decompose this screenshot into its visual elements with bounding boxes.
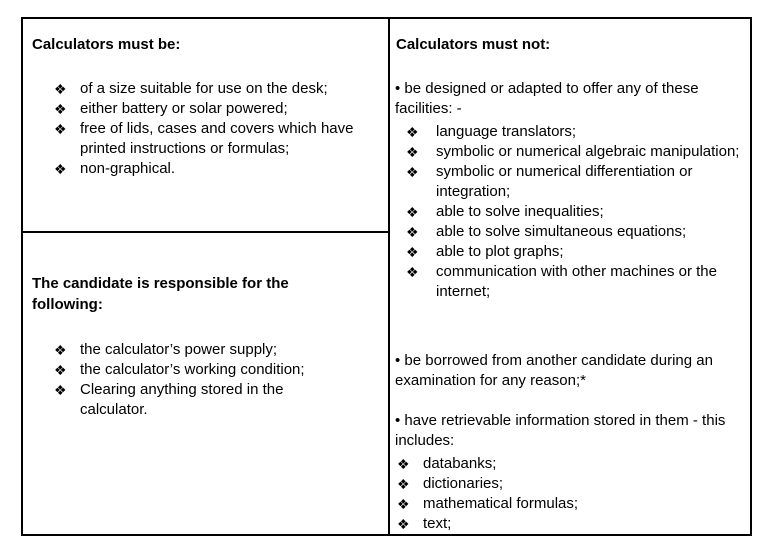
list-item: ❖ text; (397, 515, 452, 532)
diamond-bullet-icon: ❖ (406, 124, 419, 140)
diamond-bullet-icon: ❖ (397, 496, 410, 512)
list-item: ❖ able to solve inequalities; (406, 203, 604, 220)
diamond-bullet-icon: ❖ (54, 342, 67, 358)
list-item: ❖ mathematical formulas; (397, 495, 579, 512)
list-item: ❖ symbolic or numerical differentiation or integration; (406, 163, 693, 200)
must-be-heading: Calculators must be: (32, 36, 181, 53)
responsible-heading: The candidate is responsible for the following: (32, 275, 289, 313)
diamond-bullet-icon: ❖ (397, 456, 410, 472)
retrievable-paragraph: • have retrievable information stored in them - this includes: (395, 412, 726, 449)
diamond-bullet-icon: ❖ (54, 161, 67, 177)
facilities-list (406, 122, 746, 302)
diamond-bullet-icon: ❖ (54, 81, 67, 97)
diamond-bullet-icon: ❖ (406, 164, 419, 180)
diamond-bullet-icon: ❖ (397, 516, 410, 532)
diamond-bullet-icon: ❖ (54, 382, 67, 398)
list-item: ❖ the calculator’s power supply; (54, 341, 278, 358)
list-item: ❖ able to plot graphs; (406, 243, 564, 260)
list-item: ❖ dictionaries; (397, 475, 504, 492)
diamond-bullet-icon: ❖ (406, 244, 419, 260)
diamond-bullet-icon: ❖ (54, 362, 67, 378)
borrowed-paragraph: • be borrowed from another candidate during an examination for any reason;* (395, 352, 713, 389)
column-divider (388, 19, 390, 534)
list-item: ❖ of a size suitable for use on the desk; (54, 80, 328, 97)
stored-info-list (397, 454, 737, 534)
list-item: ❖ language translators; (406, 123, 577, 140)
diamond-bullet-icon: ❖ (406, 224, 419, 240)
diamond-bullet-icon: ❖ (54, 121, 67, 137)
designed-paragraph: • be designed or adapted to offer any of these facilities: - (395, 80, 699, 117)
diamond-bullet-icon: ❖ (406, 264, 419, 280)
list-item: ❖ symbolic or numerical algebraic manipulation; (406, 143, 740, 160)
row-divider (23, 231, 388, 233)
diamond-bullet-icon: ❖ (406, 204, 419, 220)
must-be-list (54, 79, 364, 179)
list-item: ❖ free of lids, cases and covers which have printed instructions or formulas; (54, 120, 354, 157)
must-not-heading: Calculators must not: (396, 36, 551, 53)
list-item: ❖ either battery or solar powered; (54, 100, 288, 117)
diamond-bullet-icon: ❖ (406, 144, 419, 160)
list-item: ❖ Clearing anything stored in the calculator. (54, 381, 284, 418)
list-item: ❖ communication with other machines or the internet; (406, 263, 717, 300)
diamond-bullet-icon: ❖ (397, 476, 410, 492)
diamond-bullet-icon: ❖ (54, 101, 67, 117)
calculator-rules-table (21, 17, 752, 536)
list-item: ❖ non-graphical. (54, 160, 176, 177)
list-item: ❖ able to solve simultaneous equations; (406, 223, 687, 240)
list-item: ❖ databanks; (397, 455, 497, 472)
list-item: ❖ the calculator’s working condition; (54, 361, 305, 378)
responsible-list (54, 340, 354, 420)
